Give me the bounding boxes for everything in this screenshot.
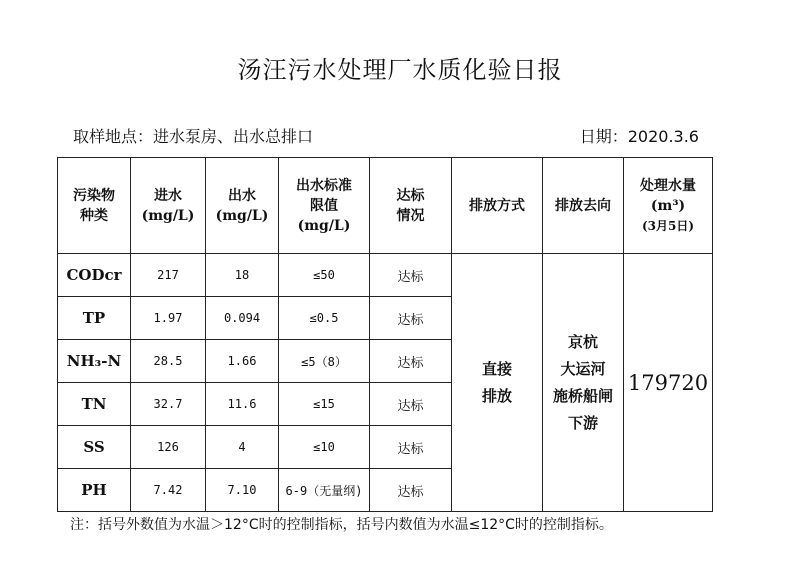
- header-outflow-unit: (mg/L): [215, 207, 269, 224]
- limit-value: ≤0.5: [279, 297, 370, 340]
- limit-value: ≤15: [279, 383, 370, 426]
- header-discharge-method: 排放方式: [452, 158, 543, 254]
- limit-value: ≤5（8）: [279, 340, 370, 383]
- discharge-method-cell: [452, 254, 543, 512]
- discharge-direction-cell: [543, 254, 624, 512]
- discharge-direction-line1: 京杭: [567, 332, 598, 351]
- outflow-value: 4: [206, 426, 279, 469]
- discharge-direction-line4: 下游: [567, 413, 598, 432]
- header-pollutant-line2: 种类: [80, 207, 108, 224]
- pollutant-name: CODcr: [58, 254, 131, 297]
- table-row: [58, 254, 713, 297]
- compliance-status: 达标: [370, 254, 452, 297]
- pollutant-name: PH: [58, 469, 131, 512]
- header-limit-line1: 出水标准: [296, 177, 352, 194]
- pollutant-name: TN: [58, 383, 131, 426]
- header-outflow: [206, 158, 279, 254]
- compliance-status: 达标: [370, 469, 452, 512]
- header-compliance-line1: 达标: [396, 187, 425, 204]
- discharge-method-line1: 直接: [481, 359, 512, 378]
- discharge-direction-line2: 大运河: [560, 359, 606, 378]
- discharge-method-line2: 排放: [481, 386, 512, 405]
- pollutant-name: NH₃-N: [58, 340, 131, 383]
- sampling-location: 取样地点：进水泵房、出水总排口: [73, 127, 314, 146]
- report-date: 日期：2020.3.6: [579, 127, 699, 146]
- inflow-value: 28.5: [131, 340, 206, 383]
- header-limit-unit: (mg/L): [297, 217, 351, 234]
- compliance-status: 达标: [370, 340, 452, 383]
- header-limit: [279, 158, 370, 254]
- header-volume-line1: 处理水量: [640, 177, 696, 194]
- limit-value: ≤10: [279, 426, 370, 469]
- header-discharge-direction: 排放去向: [543, 158, 624, 254]
- header-pollutant: [58, 158, 131, 254]
- inflow-value: 126: [131, 426, 206, 469]
- report-title: 汤汪污水处理厂水质化验日报: [237, 56, 563, 84]
- inflow-value: 7.42: [131, 469, 206, 512]
- limit-value: ≤50: [279, 254, 370, 297]
- outflow-value: 1.66: [206, 340, 279, 383]
- inflow-value: 32.7: [131, 383, 206, 426]
- pollutant-name: TP: [58, 297, 131, 340]
- compliance-status: 达标: [370, 383, 452, 426]
- compliance-status: 达标: [370, 297, 452, 340]
- header-inflow: [131, 158, 206, 254]
- table-header-row: [58, 158, 713, 254]
- outflow-value: 18: [206, 254, 279, 297]
- inflow-value: 217: [131, 254, 206, 297]
- treated-volume-value: 179720: [624, 254, 713, 512]
- header-inflow-line1: 进水: [154, 187, 182, 204]
- footnote: 注：括号外数值为水温＞12°C时的控制指标，括号内数值为水温≤12°C时的控制指标。: [70, 517, 613, 533]
- header-inflow-unit: (mg/L): [141, 207, 195, 224]
- header-limit-line2: 限值: [310, 197, 338, 214]
- outflow-value: 0.094: [206, 297, 279, 340]
- header-pollutant-line1: 污染物: [73, 187, 115, 204]
- water-quality-table: [57, 157, 713, 512]
- header-compliance: [370, 158, 452, 254]
- header-volume: [624, 158, 713, 254]
- inflow-value: 1.97: [131, 297, 206, 340]
- limit-value: 6-9（无量纲): [279, 469, 370, 512]
- header-outflow-line1: 出水: [228, 187, 256, 204]
- outflow-value: 7.10: [206, 469, 279, 512]
- header-volume-date: (3月5日): [641, 218, 695, 233]
- header-compliance-line2: 情况: [396, 207, 425, 224]
- outflow-value: 11.6: [206, 383, 279, 426]
- header-volume-unit: (m³): [650, 197, 686, 214]
- pollutant-name: SS: [58, 426, 131, 469]
- discharge-direction-line3: 施桥船闸: [552, 386, 613, 405]
- compliance-status: 达标: [370, 426, 452, 469]
